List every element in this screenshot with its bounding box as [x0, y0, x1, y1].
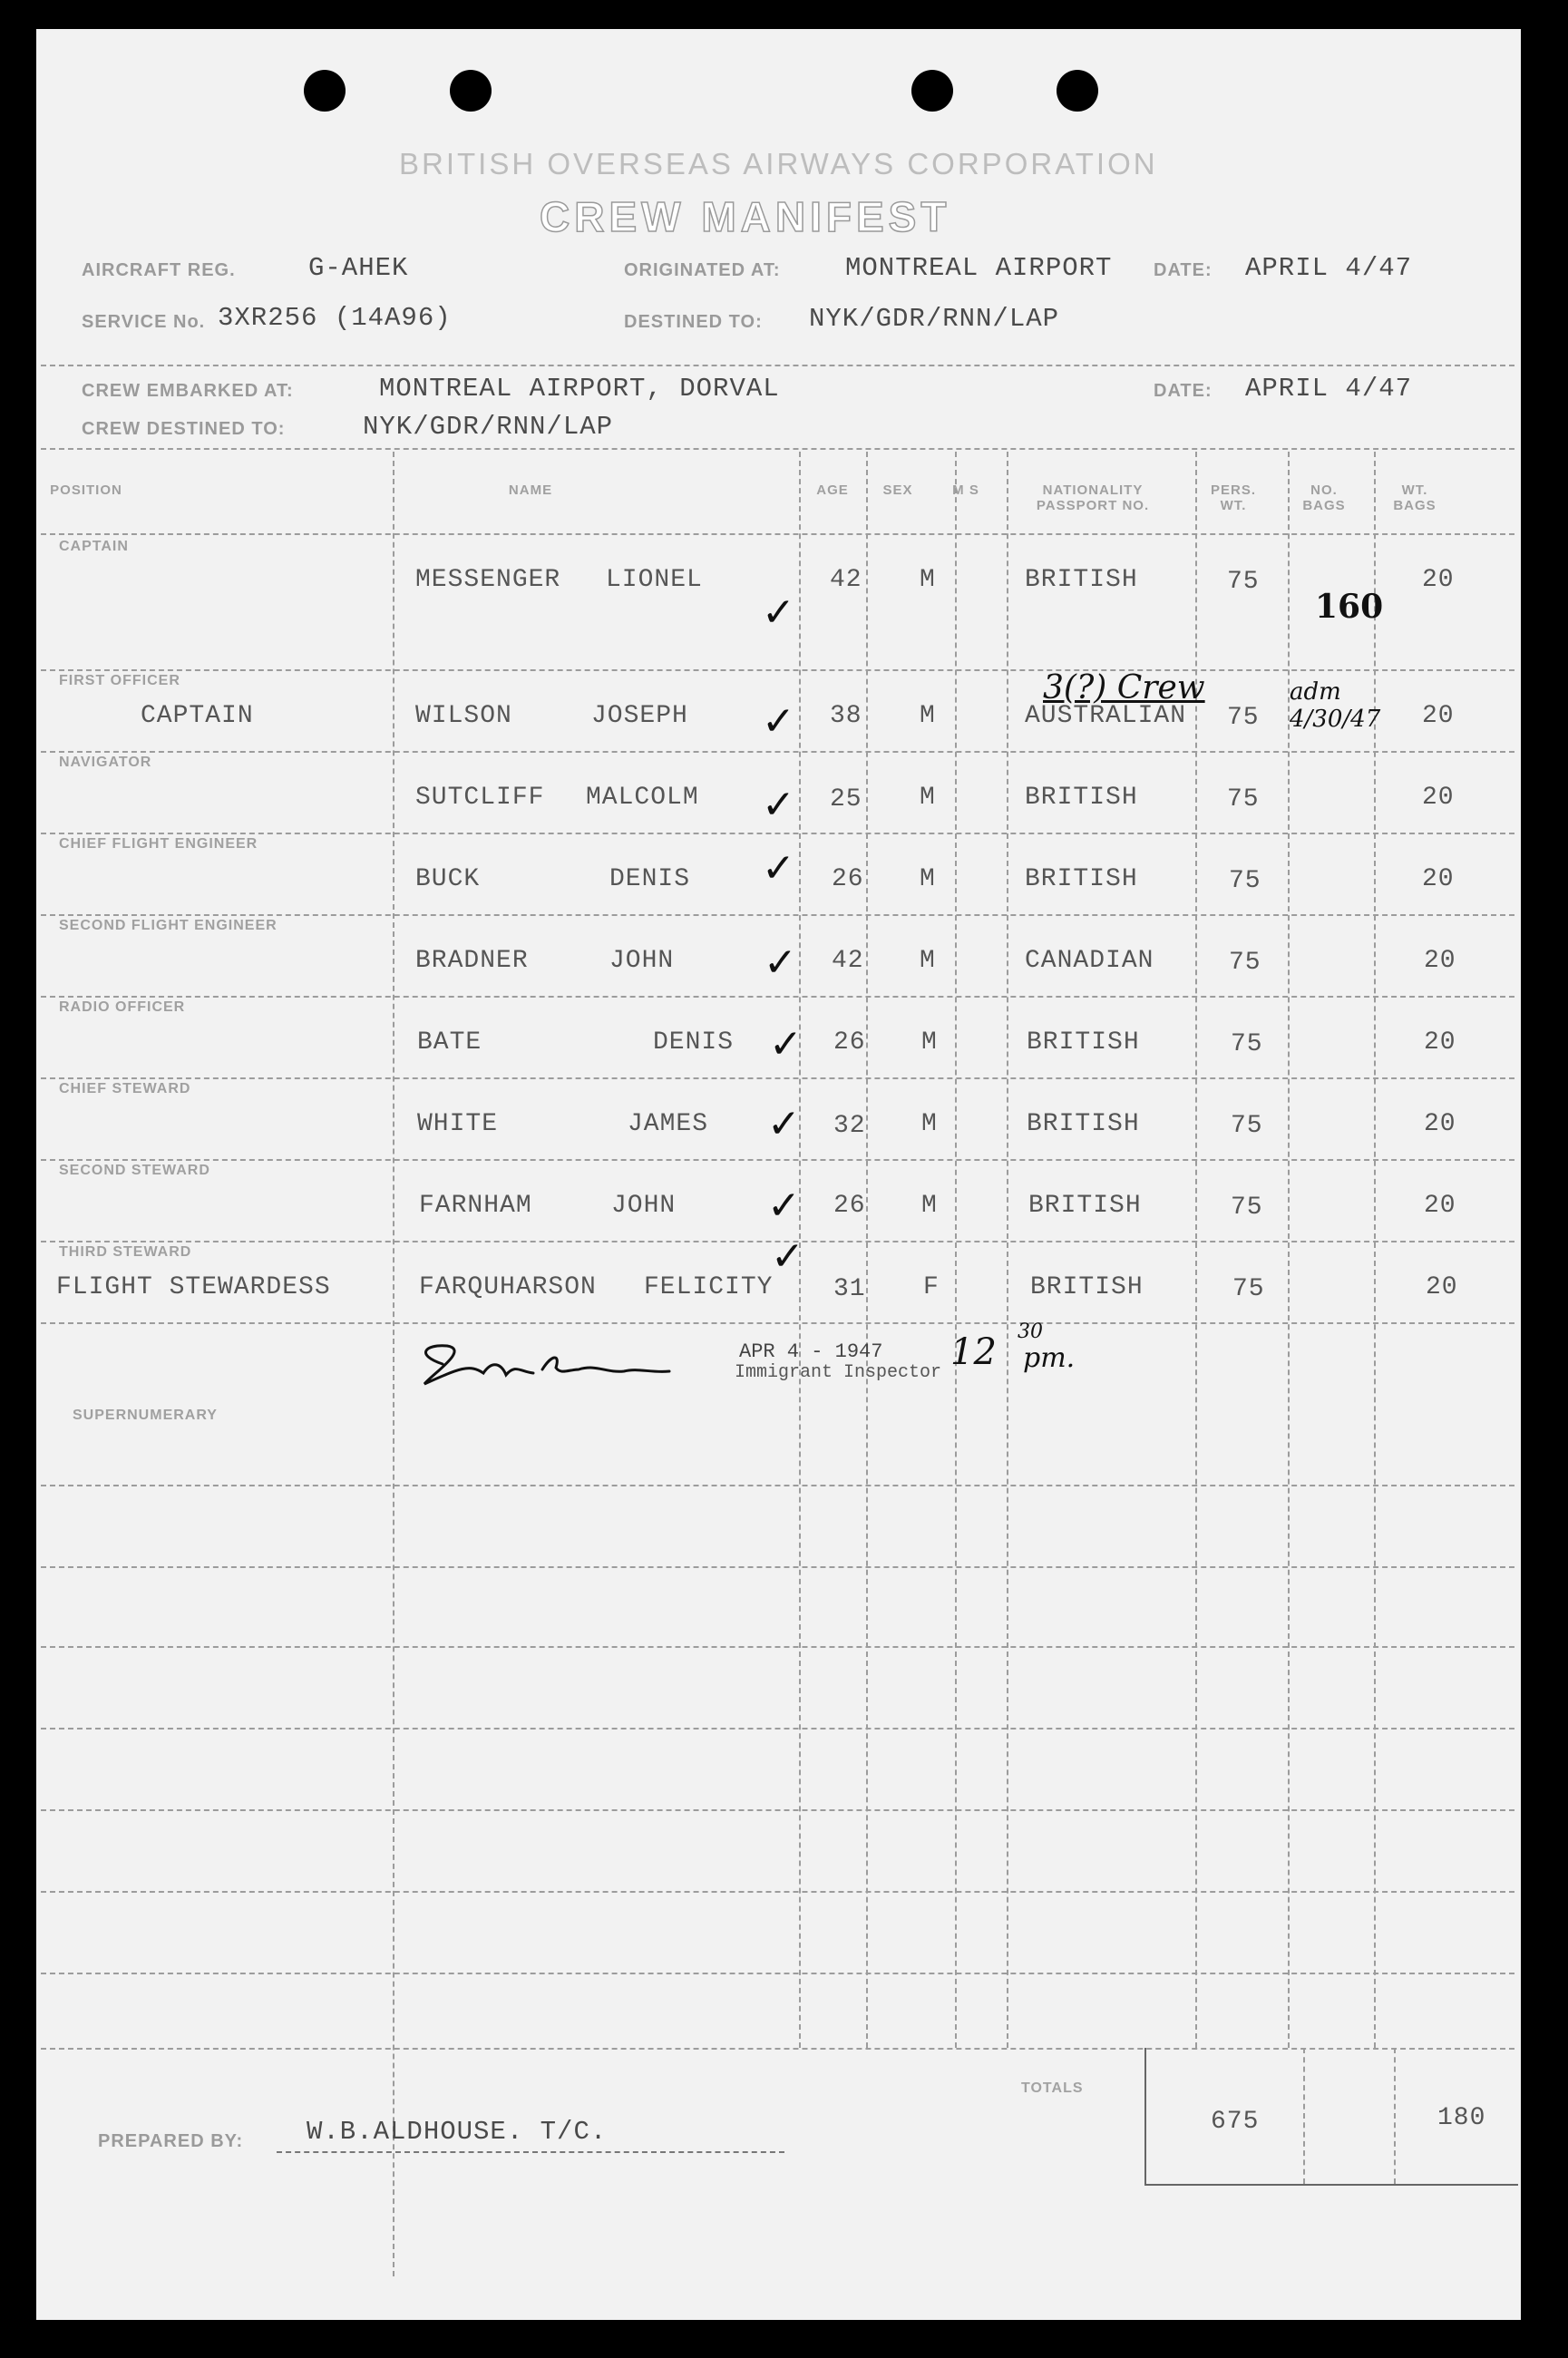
- crew-age: 42: [832, 947, 864, 975]
- crew-wt-bags: 20: [1422, 784, 1455, 812]
- crew-surname: FARNHAM: [419, 1192, 532, 1220]
- crew-age: 26: [833, 1192, 866, 1220]
- organization-name: BRITISH OVERSEAS AIRWAYS CORPORATION: [399, 147, 1158, 180]
- blank-row-rule: [41, 1646, 1514, 1648]
- typed-position: FLIGHT STEWARDESS: [56, 1273, 331, 1301]
- check-mark: ✓: [762, 845, 795, 892]
- originated-label: ORIGINATED AT:: [624, 260, 781, 280]
- column-rule: [955, 452, 957, 2048]
- crew-given-name: DENIS: [609, 865, 691, 893]
- inspector-signature: [406, 1328, 751, 1400]
- divider: [41, 365, 1514, 366]
- position-label: FIRST OFFICER: [59, 673, 180, 688]
- crew-given-name: MALCOLM: [586, 784, 699, 812]
- blank-row-rule: [41, 1809, 1514, 1811]
- crew-surname: MESSENGER: [415, 566, 561, 594]
- crew-age: 32: [833, 1112, 866, 1140]
- position-label: CHIEF STEWARD: [59, 1081, 191, 1096]
- crew-sex: M: [921, 1028, 938, 1057]
- crew-given-name: JOHN: [611, 1192, 677, 1220]
- punch-hole: [1057, 70, 1098, 112]
- crew-handwritten-note: 3(?) Crew: [1043, 669, 1205, 706]
- service-value: 3XR256 (14A96): [218, 303, 452, 333]
- position-label: CAPTAIN: [59, 539, 129, 554]
- stamp-time-minutes: 30: [1018, 1320, 1043, 1343]
- crew-age: 31: [833, 1275, 866, 1303]
- crew-wt-bags: 20: [1424, 1110, 1456, 1138]
- crew-wt-bags: 20: [1424, 1028, 1456, 1057]
- col-header-wt-bags: WT. BAGS: [1393, 482, 1437, 513]
- totals-rule: [1303, 2048, 1305, 2184]
- col-header-no-bags: NO. BAGS: [1302, 482, 1346, 513]
- supernumerary-label: SUPERNUMERARY: [73, 1408, 218, 1423]
- position-label: THIRD STEWARD: [59, 1244, 192, 1260]
- blank-row-rule: [41, 2048, 1514, 2050]
- stamp-pm: pm.: [1023, 1342, 1076, 1374]
- crew-pers-wt: 75: [1227, 704, 1260, 732]
- embarked-value: MONTREAL AIRPORT, DORVAL: [379, 374, 780, 404]
- column-rule: [1007, 452, 1008, 2048]
- check-mark: ✓: [762, 698, 795, 745]
- crew-destined-label: CREW DESTINED TO:: [82, 419, 286, 439]
- manifest-sheet: [36, 29, 1521, 2320]
- column-rule: [393, 452, 394, 2276]
- blank-row-rule: [41, 1485, 1514, 1486]
- crew-age: 38: [830, 702, 862, 730]
- crew-wt-bags: 20: [1424, 1192, 1456, 1220]
- crew-sex: M: [920, 947, 936, 975]
- blank-row-rule: [41, 1728, 1514, 1730]
- crew-given-name: JOHN: [609, 947, 675, 975]
- position-label: NAVIGATOR: [59, 755, 152, 770]
- punch-hole: [304, 70, 346, 112]
- crew-nationality: BRITISH: [1025, 566, 1138, 594]
- embark-date-label: DATE:: [1154, 381, 1213, 401]
- crew-given-name: JOSEPH: [591, 702, 688, 730]
- totals-box-left: [1144, 2048, 1146, 2184]
- crew-pers-wt: 75: [1227, 785, 1260, 814]
- crew-age: 42: [830, 566, 862, 594]
- row-rule: [41, 1077, 1514, 1079]
- crew-wt-bags: 20: [1422, 702, 1455, 730]
- crew-pers-wt: 75: [1229, 949, 1261, 977]
- row-rule: [41, 833, 1514, 834]
- check-mark: ✓: [762, 782, 795, 828]
- date-value: APRIL 4/47: [1245, 253, 1413, 283]
- crew-surname: BATE: [417, 1028, 482, 1057]
- prepared-by-line: [277, 2151, 784, 2153]
- position-label: SECOND FLIGHT ENGINEER: [59, 918, 278, 933]
- crew-surname: SUTCLIFF: [415, 784, 545, 812]
- crew-wt-bags: 20: [1422, 566, 1455, 594]
- check-mark: ✓: [769, 1021, 803, 1067]
- check-mark: ✓: [764, 940, 797, 986]
- prepared-by-value: W.B.ALDHOUSE. T/C.: [307, 2117, 608, 2147]
- crew-surname: BRADNER: [415, 947, 529, 975]
- crew-nationality: BRITISH: [1025, 865, 1138, 893]
- row-rule: [41, 996, 1514, 998]
- bags-total-note: 160: [1315, 588, 1384, 626]
- stamp-title: Immigrant Inspector: [735, 1362, 942, 1383]
- crew-surname: BUCK: [415, 865, 481, 893]
- column-rule: [866, 452, 868, 2048]
- originated-value: MONTREAL AIRPORT: [845, 253, 1113, 283]
- check-mark: ✓: [771, 1233, 804, 1280]
- crew-nationality: BRITISH: [1028, 1192, 1142, 1220]
- position-label: SECOND STEWARD: [59, 1163, 210, 1178]
- crew-surname: WILSON: [415, 702, 512, 730]
- punch-hole: [450, 70, 492, 112]
- stamp-time: 12: [950, 1331, 997, 1373]
- crew-surname: WHITE: [417, 1110, 499, 1138]
- aircraft-reg-value: G-AHEK: [308, 253, 409, 283]
- blank-row-rule: [41, 1891, 1514, 1893]
- col-header-pers-wt: PERS. WT.: [1210, 482, 1256, 513]
- crew-wt-bags: 20: [1424, 947, 1456, 975]
- col-header-ms: M S: [952, 482, 979, 498]
- col-header-position: POSITION: [50, 482, 122, 498]
- column-rule: [1374, 452, 1376, 2048]
- date-label: DATE:: [1154, 260, 1213, 280]
- crew-age: 26: [833, 1028, 866, 1057]
- header-divider: [41, 533, 1514, 535]
- crew-sex: M: [921, 1192, 938, 1220]
- totals-rule: [1394, 2048, 1396, 2184]
- check-mark: ✓: [767, 1101, 801, 1147]
- divider: [41, 448, 1514, 450]
- crew-sex: M: [920, 784, 936, 812]
- crew-nationality: BRITISH: [1025, 784, 1138, 812]
- stamp-date: APR 4 - 1947: [739, 1340, 883, 1363]
- embark-date-value: APRIL 4/47: [1245, 374, 1413, 404]
- col-header-age: AGE: [816, 482, 849, 498]
- crew-pers-wt: 75: [1231, 1194, 1263, 1222]
- row-rule: [41, 914, 1514, 916]
- totals-pers-wt: 675: [1211, 2108, 1260, 2136]
- totals-label: TOTALS: [1021, 2080, 1084, 2096]
- crew-nationality: CANADIAN: [1025, 947, 1154, 975]
- typed-position: CAPTAIN: [141, 702, 254, 730]
- crew-given-name: FELICITY: [644, 1273, 774, 1301]
- crew-nationality: BRITISH: [1030, 1273, 1144, 1301]
- crew-sex: M: [920, 865, 936, 893]
- service-label: SERVICE No.: [82, 312, 206, 332]
- col-header-nationality: NATIONALITY PASSPORT NO.: [1036, 482, 1150, 513]
- crew-pers-wt: 75: [1227, 568, 1260, 596]
- crew-sex: F: [923, 1273, 940, 1301]
- row-rule: [41, 1322, 1514, 1324]
- destined-label: DESTINED TO:: [624, 312, 763, 332]
- check-mark: ✓: [762, 590, 795, 636]
- crew-age: 25: [830, 785, 862, 814]
- totals-wt-bags: 180: [1437, 2104, 1486, 2132]
- crew-nationality: BRITISH: [1027, 1110, 1140, 1138]
- prepared-by-label: PREPARED BY:: [98, 2131, 244, 2151]
- totals-box-bottom: [1144, 2184, 1518, 2186]
- crew-sex: M: [921, 1110, 938, 1138]
- aircraft-reg-label: AIRCRAFT REG.: [82, 260, 236, 280]
- position-label: RADIO OFFICER: [59, 999, 186, 1015]
- crew-nationality: BRITISH: [1027, 1028, 1140, 1057]
- crew-given-name: LIONEL: [606, 566, 703, 594]
- crew-nationality: AUSTRALIAN: [1025, 702, 1187, 730]
- col-header-sex: SEX: [882, 482, 913, 498]
- row-rule: [41, 669, 1514, 671]
- crew-given-name: DENIS: [653, 1028, 735, 1057]
- admit-handwritten-note: adm 4/30/47: [1290, 678, 1381, 733]
- crew-pers-wt: 75: [1229, 867, 1261, 895]
- punch-hole: [911, 70, 953, 112]
- destined-value: NYK/GDR/RNN/LAP: [809, 304, 1060, 334]
- crew-wt-bags: 20: [1426, 1273, 1458, 1301]
- col-header-name: NAME: [508, 482, 553, 498]
- blank-row-rule: [41, 1566, 1514, 1568]
- check-mark: ✓: [767, 1183, 801, 1229]
- crew-age: 26: [832, 865, 864, 893]
- row-rule: [41, 1159, 1514, 1161]
- crew-sex: M: [920, 702, 936, 730]
- blank-row-rule: [41, 1973, 1514, 1974]
- crew-surname: FARQUHARSON: [419, 1273, 597, 1301]
- row-rule: [41, 751, 1514, 753]
- crew-wt-bags: 20: [1422, 865, 1455, 893]
- crew-pers-wt: 75: [1231, 1112, 1263, 1140]
- crew-destined-value: NYK/GDR/RNN/LAP: [363, 412, 614, 442]
- crew-sex: M: [920, 566, 936, 594]
- form-title: CREW MANIFEST: [540, 193, 951, 240]
- crew-given-name: JAMES: [628, 1110, 709, 1138]
- position-label: CHIEF FLIGHT ENGINEER: [59, 836, 258, 852]
- crew-pers-wt: 75: [1232, 1275, 1265, 1303]
- crew-pers-wt: 75: [1231, 1030, 1263, 1058]
- embarked-label: CREW EMBARKED AT:: [82, 381, 294, 401]
